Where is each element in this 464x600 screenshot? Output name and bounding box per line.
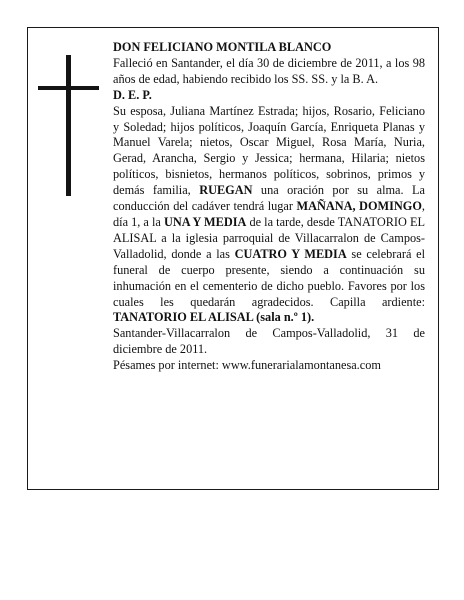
day-text: , día 1, a la [113,199,425,229]
obituary-text [113,40,425,374]
tanatorio-sala-label: TANATORIO EL ALISAL (sala n.º 1). [113,310,315,325]
una-media-label: UNA Y MEDIA [163,214,247,229]
cuatro-media-label: CUATRO Y MEDIA [234,246,347,261]
place-date: Santander-Villacarralon de Campos-Valladolid, 31 de diciembre de 2011. [113,326,425,357]
death-info: Falleció en Santander, el día 30 de diciembre de 2011, a los 98 años de edad, habiendo recibido los SS. SS. y la B. A. [113,55,425,86]
family-list: Su esposa, Juliana Martínez Estrada; hijos, Rosario, Feliciano y Soledad; hijos políticos, Joaquín García, Enriqueta Planas y Manuel Varela; nietos, Oscar Miguel, Rosa María, Nuria, Gerad, Arancha, Sergio y Jessica; hermana, Hilaria; nietos políticos, bisnietos, hermanos políticos, sobrinos, primos y demás familia, [113,103,425,198]
ruegan-label: RUEGAN [199,183,253,198]
family-paragraph [113,104,425,327]
cross-icon-bar [38,86,99,90]
dep-label: D. E. P. [113,87,152,102]
prayer-text: una oración por su alma. La conducción del cadáver tendrá lugar [113,183,425,214]
manana-label: MAÑANA, DOMINGO [296,199,422,214]
condolences-line: Pésames por internet: www.funerarialamontanesa.com [113,358,381,373]
deceased-name: DON FELICIANO MONTILA BLANCO [113,40,332,54]
cross-icon [66,55,71,196]
route-text: de la tarde, desde TANATORIO EL ALISAL a la iglesia parroquial de Villacarralon de Campos-Valladolid, donde a las [113,214,426,261]
funeral-text: se celebrará el funeral de cuerpo presente, siendo a continuación su inhumación en el cementerio de dicho pueblo. Favores por los cuales les quedarán agradecidos. Capilla ardiente: [113,246,425,309]
